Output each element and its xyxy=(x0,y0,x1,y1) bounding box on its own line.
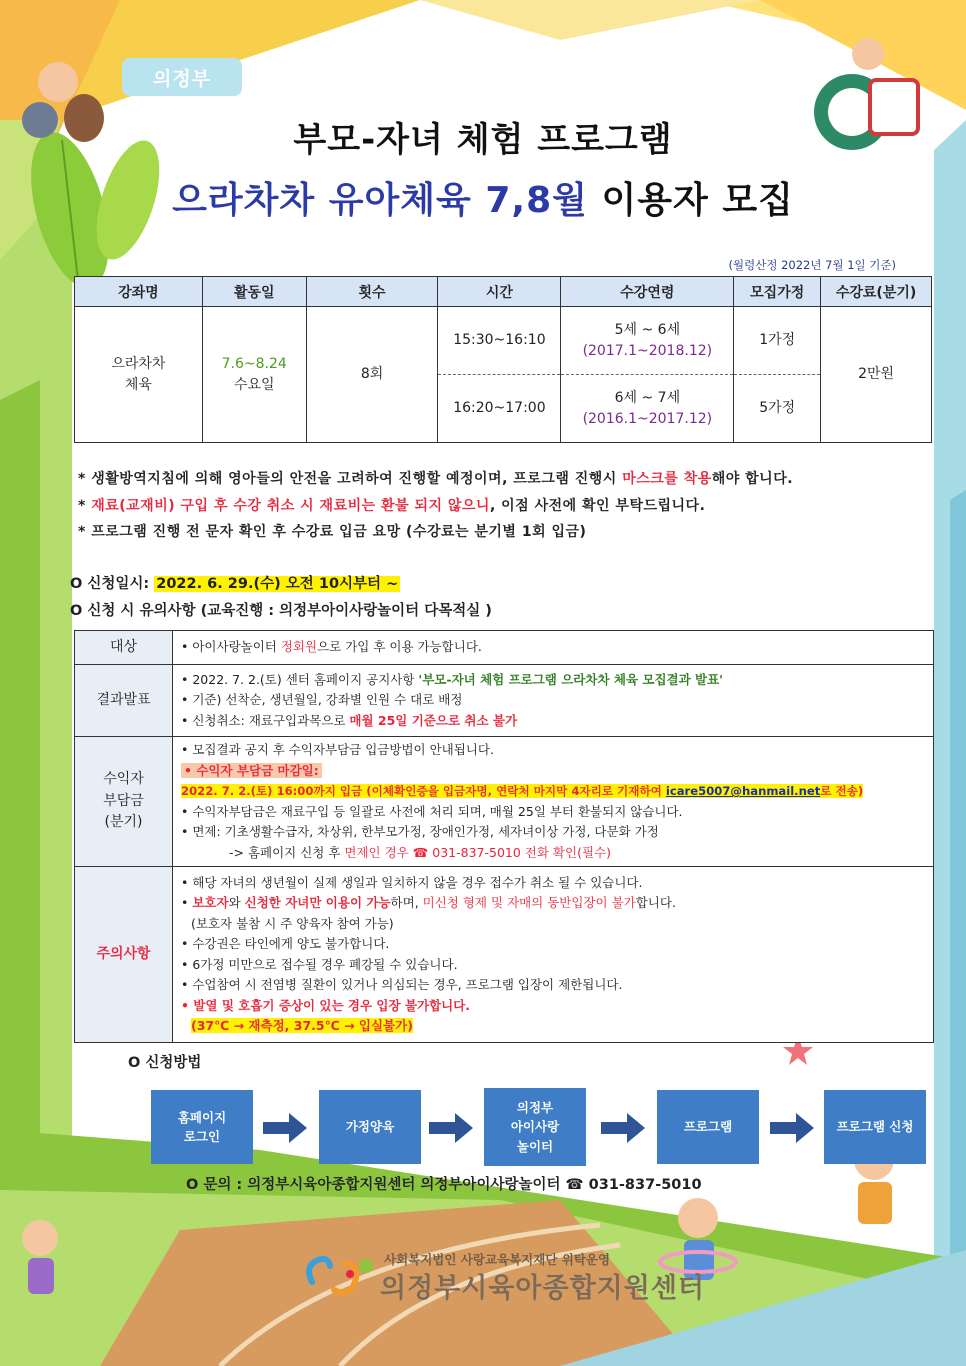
info-text: 로 전송) xyxy=(820,784,864,798)
info-line: • 해당 자녀의 생년월이 실제 생일과 일치하지 않을 경우 접수가 취소 될 수 있습니다. xyxy=(181,874,643,890)
info-text: 2022. 7. 2.(토) 16:00까지 입금 (이체확인증을 입금자명, 연락처 마지막 4자리로 기재하여 xyxy=(181,784,666,798)
step-homepage-login xyxy=(151,1090,253,1164)
header-cell: 활동일 xyxy=(202,277,306,307)
info-body xyxy=(173,665,934,737)
note-payment: * 프로그램 진행 전 문자 확인 후 수강료 입금 요망 (수강료는 분기별 1회 입금) xyxy=(78,524,587,540)
course-name: 으라차차 xyxy=(111,356,166,373)
sub-title xyxy=(0,172,966,223)
info-line xyxy=(181,711,925,732)
info-text: • 아이사랑놀이터 xyxy=(181,639,281,655)
info-line: • 기준) 선착순, 생년월일, 강좌별 인원 수 대로 배정 xyxy=(181,692,463,708)
arrow-right-icon xyxy=(429,1113,473,1143)
info-line: • 모집결과 공지 후 수익자부담금 입금방법이 안내됩니다. xyxy=(181,742,494,757)
info-line xyxy=(181,761,925,782)
note-text: 해야 합니다. xyxy=(711,471,794,487)
activity-day: 수요일 xyxy=(233,376,275,393)
info-line xyxy=(181,893,925,914)
result-notice-title: '부모-자녀 체험 프로그램 으라차차 체육 모집결과 발표' xyxy=(418,671,724,687)
info-label: 결과발표 xyxy=(75,665,173,737)
age-group: 6세 ~ 7세 xyxy=(614,390,681,407)
apply-info xyxy=(70,571,492,625)
session-count: 8회 xyxy=(306,307,438,443)
center-logo xyxy=(304,1252,380,1302)
info-text: 합니다. xyxy=(635,895,676,910)
info-line: • 수업참여 시 전염병 질환이 있거나 의심되는 경우, 프로그램 입장이 제한됩니다. xyxy=(181,977,623,992)
deadline-label: • 수익자 부담금 마감일: xyxy=(181,763,322,778)
info-line xyxy=(181,670,925,691)
note-text: * 생활방역지침에 의해 영아들의 안전을 고려하여 진행할 예정이며, 프로그램 진행시 xyxy=(78,471,623,487)
info-label-line: 부담금 xyxy=(103,792,144,809)
footer-center-name: 의정부시육아종합지원센터 xyxy=(380,1273,705,1304)
apply-date-label: O 신청일시: xyxy=(70,576,155,592)
email-link[interactable]: icare5007@hanmail.net xyxy=(665,784,821,798)
activity-date-cell xyxy=(202,307,306,443)
schedule-row xyxy=(75,307,932,375)
family-count: 1가정 xyxy=(734,307,821,375)
step-label: 홈페이지 xyxy=(177,1109,227,1125)
info-row-fee xyxy=(75,737,934,867)
info-label: 주의사항 xyxy=(75,867,173,1043)
course-name-cell xyxy=(75,307,203,443)
step-label: 놀이터 xyxy=(516,1138,554,1154)
info-highlight: 미신청 형제 및 자매의 동반입장이 불가 xyxy=(422,895,636,910)
info-text: 하며, xyxy=(390,895,423,910)
info-line xyxy=(181,843,925,864)
header-cell: 횟수 xyxy=(306,277,438,307)
info-line xyxy=(181,781,925,802)
note-refund: * 재료(교재비) 구입 후 수강 취소 시 재료비는 환불 되지 않으니, 이점 사전에 확인 부탁드립니다. xyxy=(78,497,706,514)
info-line: • 수익자부담금은 재료구입 등 일괄로 사전에 처리 되며, 매월 25일 부터 환불되지 않습니다. xyxy=(181,803,683,819)
info-line: • 6가정 미만으로 접수될 경우 폐강될 수 있습니다. xyxy=(181,956,458,972)
info-table xyxy=(74,630,934,1043)
fee-cell: 2만원 xyxy=(821,307,932,443)
course-name: 체육 xyxy=(124,376,152,393)
info-line: • 면제: 기초생활수급자, 차상위, 한부모가정, 장애인가정, 세자녀이상 가정, 다문화 가정 xyxy=(181,824,659,839)
info-body xyxy=(173,737,934,867)
step-label: 의정부 xyxy=(516,1099,554,1115)
schedule-header-row xyxy=(75,277,932,307)
step-label: 로그인 xyxy=(183,1129,221,1144)
info-text: • 2022. 7. 2.(토) 센터 홈페이지 공지사항 xyxy=(181,671,419,687)
note-text: , 이점 사전에 확인 부탁드립니다. xyxy=(489,497,706,514)
deadline-detail xyxy=(181,784,863,798)
step-label: 아이사랑 xyxy=(510,1119,560,1135)
method-title: O 신청방법 xyxy=(128,1055,202,1071)
info-label-line: 수익자 xyxy=(103,770,144,787)
header-cell: 모집가정 xyxy=(734,277,821,307)
info-body xyxy=(173,631,934,665)
age-cell xyxy=(561,375,734,443)
info-row-warning xyxy=(75,867,934,1043)
info-line: (보호자 불참 시 주 양육자 참여 가능) xyxy=(191,915,394,931)
header-cell: 강좌명 xyxy=(75,277,203,307)
step-label: 프로그램 xyxy=(683,1119,733,1135)
temperature-rule: (37℃ → 재측정, 37.5℃ → 입실불가) xyxy=(191,1018,413,1033)
info-body xyxy=(173,867,934,1043)
time-slot: 16:20~17:00 xyxy=(438,375,561,443)
contact-info: O 문의 : 의정부시육아종합지원센터 의정부아이사랑놀이터 ☎ 031-837-5010 xyxy=(186,1177,702,1193)
step-home-childcare xyxy=(319,1090,421,1164)
info-highlight: 신청한 자녀만 이용이 가능 xyxy=(244,895,391,910)
step-program-apply xyxy=(824,1090,926,1164)
step-playground xyxy=(484,1088,586,1166)
time-slot: 15:30~16:10 xyxy=(438,307,561,375)
info-text: 으로 가입 후 이용 가능합니다. xyxy=(317,639,482,655)
sub-title-black: 이용자 모집 xyxy=(601,180,794,221)
info-text: • 신청취소: 재료구입과목으로 xyxy=(181,712,350,728)
arrow-right-icon xyxy=(263,1113,307,1143)
info-label: 대상 xyxy=(75,631,173,665)
info-highlight: 매월 25일 기준으로 취소 불가 xyxy=(349,712,518,728)
arrow-right-icon xyxy=(601,1113,645,1143)
age-basis-note: (월령산정 2022년 7월 1일 기준) xyxy=(728,258,896,272)
activity-dates: 7.6~8.24 xyxy=(221,356,287,373)
birth-range: (2016.1~2017.12) xyxy=(582,410,713,427)
info-highlight: 면제인 경우 ☎ 031-837-5010 전화 확인(필수) xyxy=(344,844,611,860)
sub-title-blue: 으라차차 유아체육 7,8월 xyxy=(172,180,588,221)
info-text: • xyxy=(181,895,193,910)
info-line xyxy=(181,637,925,658)
note-highlight: 재료(교재비) 구입 후 수강 취소 시 재료비는 환불 되지 않으니 xyxy=(91,497,490,514)
notes xyxy=(78,466,793,546)
info-line: • 발열 및 호흡기 증상이 있는 경우 입장 불가합니다. xyxy=(181,997,471,1013)
note-mask xyxy=(78,466,793,493)
footer-operator: 사회복지법인 사랑교육복지재단 위탁운영 xyxy=(384,1252,611,1267)
step-label: 가정양육 xyxy=(345,1119,395,1135)
info-line xyxy=(181,1016,925,1037)
info-text: -> 홈페이지 신청 후 xyxy=(229,844,345,860)
info-row-result xyxy=(75,665,934,737)
step-label: 프로그램 신청 xyxy=(836,1119,914,1135)
apply-caution: O 신청 시 유의사항 (교육진행 : 의정부아이사랑놀이터 다목적실 ) xyxy=(70,603,492,619)
info-text: 와 xyxy=(228,895,245,910)
main-title: 부모-자녀 체험 프로그램 xyxy=(293,120,673,160)
header-cell: 시간 xyxy=(438,277,561,307)
info-row-target xyxy=(75,631,934,665)
region-badge: 의정부 xyxy=(122,58,242,96)
birth-range: (2017.1~2018.12) xyxy=(582,342,713,359)
family-count: 5가정 xyxy=(734,375,821,443)
info-label-line: (분기) xyxy=(104,814,143,831)
schedule-table xyxy=(74,276,932,443)
arrow-right-icon xyxy=(770,1113,814,1143)
info-highlight: 보호자 xyxy=(192,895,229,910)
age-group: 5세 ~ 6세 xyxy=(614,322,681,339)
header-cell: 수강연령 xyxy=(561,277,734,307)
member-type: 정회원 xyxy=(280,639,318,655)
note-highlight: 마스크를 착용 xyxy=(622,471,712,487)
info-line: • 수강권은 타인에게 양도 불가합니다. xyxy=(181,936,390,951)
step-program xyxy=(657,1090,759,1164)
apply-date xyxy=(70,571,492,598)
header-cell: 수강료(분기) xyxy=(821,277,932,307)
info-label xyxy=(75,737,173,867)
age-cell xyxy=(561,307,734,375)
apply-date-value: 2022. 6. 29.(수) 오전 10시부터 ~ xyxy=(156,576,399,592)
